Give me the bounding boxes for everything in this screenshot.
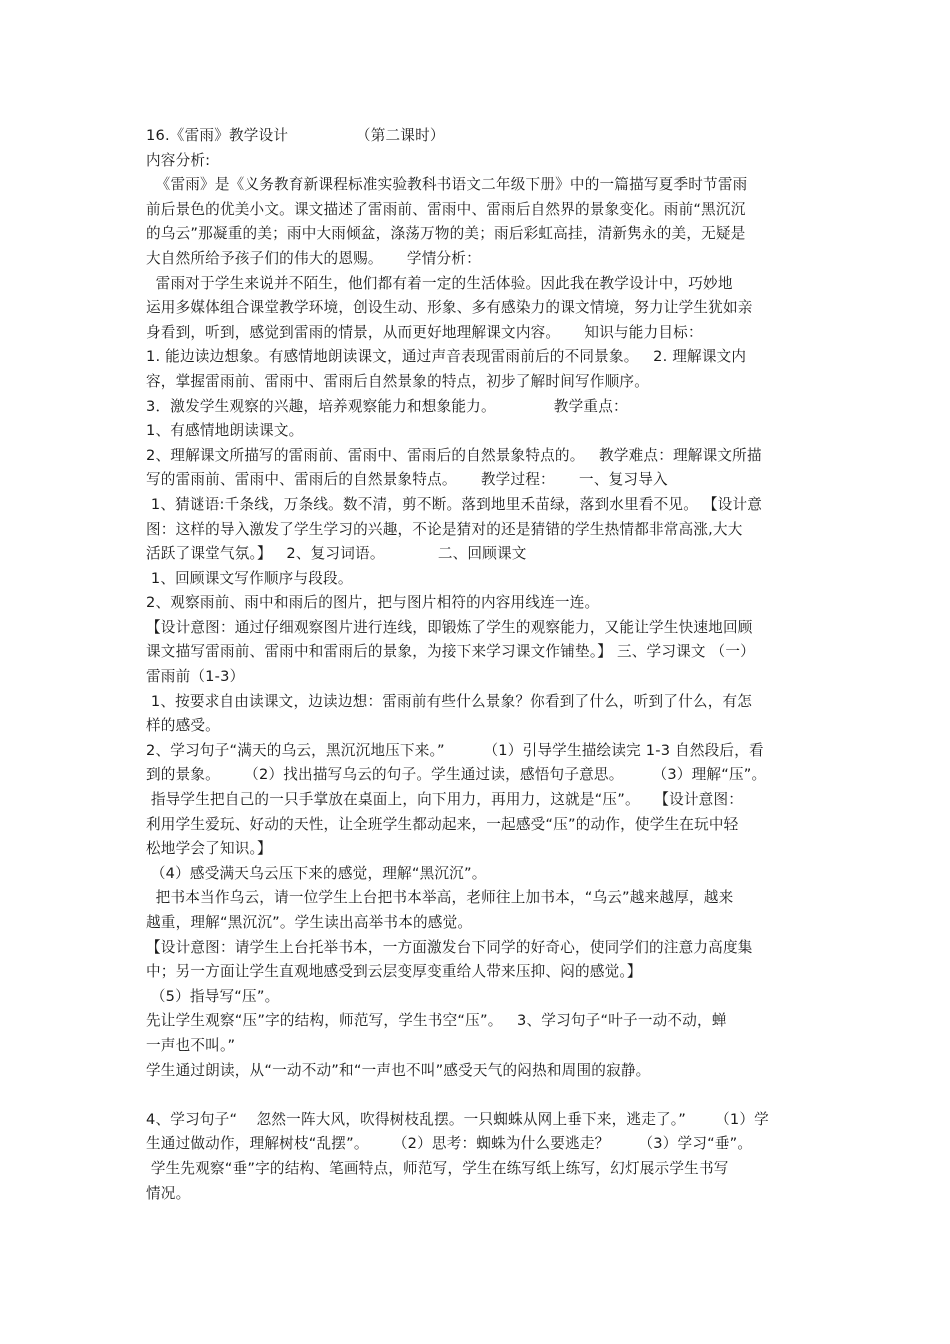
text-line: 指导学生把自己的一只手掌放在桌面上，向下用力，再用力，这就是“压”。 【设计意图： [146, 791, 744, 809]
text-line: 学生通过朗读，从“一动不动”和“一声也不叫”感受天气的闷热和周围的寂静。 [146, 1061, 651, 1079]
text-line: 到的景象。 （2）找出描写乌云的句子。学生通过读，感悟句子意思。 （3）理解“压”。 [146, 766, 767, 784]
text-line: 样的感受。 [146, 717, 220, 735]
text-line: 【设计意图：通过仔细观察图片进行连线，即锻炼了学生的观察能力，又能让学生快速地回顾 [146, 618, 753, 636]
text-line: 情况。 [146, 1184, 191, 1202]
text-line: 4、学习句子“ 忽然一阵大风，吹得树枝乱摆。一只蜘蛛从网上垂下来，逃走了。” （1）学 [146, 1110, 769, 1128]
text-line: 2、观察雨前、雨中和雨后的图片，把与图片相符的内容用线连一连。 [146, 594, 600, 612]
text-line: 1. 能边读边想象。有感情地朗读课文，通过声音表现雷雨前后的不同景象。 2. 理解课文内 [146, 348, 747, 366]
text-line: 松地学会了知识。】 [146, 840, 272, 858]
text-line: （4）感受满天乌云压下来的感觉，理解“黑沉沉”。 [146, 864, 487, 882]
text-line: 中；另一方面让学生直观地感受到云层变厚变重给人带来压抑、闷的感觉。】 [146, 963, 642, 981]
text-line: 越重，理解“黑沉沉”。学生读出高举书本的感觉。 [146, 914, 473, 931]
text-line: 学生先观察“垂”字的结构、笔画特点，师范写，学生在练写纸上练写，幻灯展示学生书写 [146, 1159, 729, 1177]
text-line: （5）指导写“压”。 [146, 987, 280, 1005]
text-line: 利用学生爱玩、好动的天性，让全班学生都动起来，一起感受“压”的动作，使学生在玩中轻 [146, 815, 739, 833]
document-body [146, 124, 814, 1206]
text-line: 【设计意图：请学生上台托举书本，一方面激发台下同学的好奇心，使同学们的注意力高度集 [146, 938, 753, 956]
text-line: 《雷雨》是《义务教育新课程标准实验教科书语文二年级下册》中的一篇描写夏季时节雷雨 [146, 176, 748, 194]
text-line: 身看到，听到，感觉到雷雨的情景，从而更好地理解课文内容。 知识与能力目标： [146, 323, 703, 341]
text-line: 1、猜谜语:千条线，万条线。数不清，剪不断。落到地里禾苗绿，落到水里看不见。 【设计意 [146, 495, 763, 513]
text-line: 2、学习句子“满天的乌云，黑沉沉地压下来。” （1）引导学生描绘读完 1-3 自然段后，看 [146, 741, 764, 759]
text-line: 2、理解课文所描写的雷雨前、雷雨中、雷雨后的自然景象特点的。 教学难点：理解课文所描 [146, 446, 762, 464]
text-line: 写的雷雨前、雷雨中、雷雨后的自然景象特点。 教学过程： 一、复习导入 [146, 471, 668, 489]
text-line: 16.《雷雨》教学设计 （第二课时） [146, 127, 445, 144]
text-line: 大自然所给予孩子们的伟大的恩赐。 学情分析： [146, 249, 481, 267]
text-line: 活跃了课堂气氛。】 2、复习词语。 二、回顾课文 [146, 545, 527, 563]
text-line: 课文描写雷雨前、雷雨中和雷雨后的景象，为接下来学习课文作铺垫。】 三、学习课文 （一） [146, 643, 755, 661]
text-line: 雷雨前（1-3） [146, 668, 245, 686]
text-line: 把书本当作乌云，请一位学生上台把书本举高，老师往上加书本，“乌云”越来越厚，越来 [146, 889, 734, 907]
text-line: 3．激发学生观察的兴趣，培养观察能力和想象能力。 教学重点： [146, 397, 628, 415]
text-line: 图：这样的导入激发了学生学习的兴趣，不论是猜对的还是猜错的学生热情都非常高涨,大大 [146, 520, 743, 538]
blank-line [146, 1083, 814, 1108]
text-line: 内容分析: [146, 151, 211, 169]
text-line: 先让学生观察“压”字的结构，师范写，学生书空“压”。 3、学习句子“叶子一动不动，蝉 [146, 1012, 727, 1030]
text-line: 雷雨对于学生来说并不陌生，他们都有着一定的生活体验。因此我在教学设计中，巧妙地 [146, 274, 733, 292]
text-line: 1、按要求自由读课文，边读边想：雷雨前有些什么景象？你看到了什么，听到了什么，有怎 [146, 692, 753, 710]
text-line: 生通过做动作，理解树枝“乱摆”。 （2）思考：蜘蛛为什么要逃走？ （3）学习“垂”。 [146, 1135, 753, 1153]
text-line: 的乌云”那凝重的美；雨中大雨倾盆，涤荡万物的美；雨后彩虹高挂，清新隽永的美，无疑是 [146, 225, 746, 243]
text-line: 一声也不叫。” [146, 1036, 236, 1054]
text-line: 1、有感情地朗读课文。 [146, 422, 304, 440]
text-line: 容，掌握雷雨前、雷雨中、雷雨后自然景象的特点，初步了解时间写作顺序。 [146, 372, 649, 390]
text-line: 运用多媒体组合课堂教学环境，创设生动、形象、多有感染力的课文情境，努力让学生犹如亲 [146, 299, 753, 317]
text-line: 1、回顾课文写作顺序与段段。 [146, 569, 353, 587]
text-line: 前后景色的优美小文。课文描述了雷雨前、雷雨中、雷雨后自然界的景象变化。雨前“黑沉沉 [146, 200, 746, 218]
